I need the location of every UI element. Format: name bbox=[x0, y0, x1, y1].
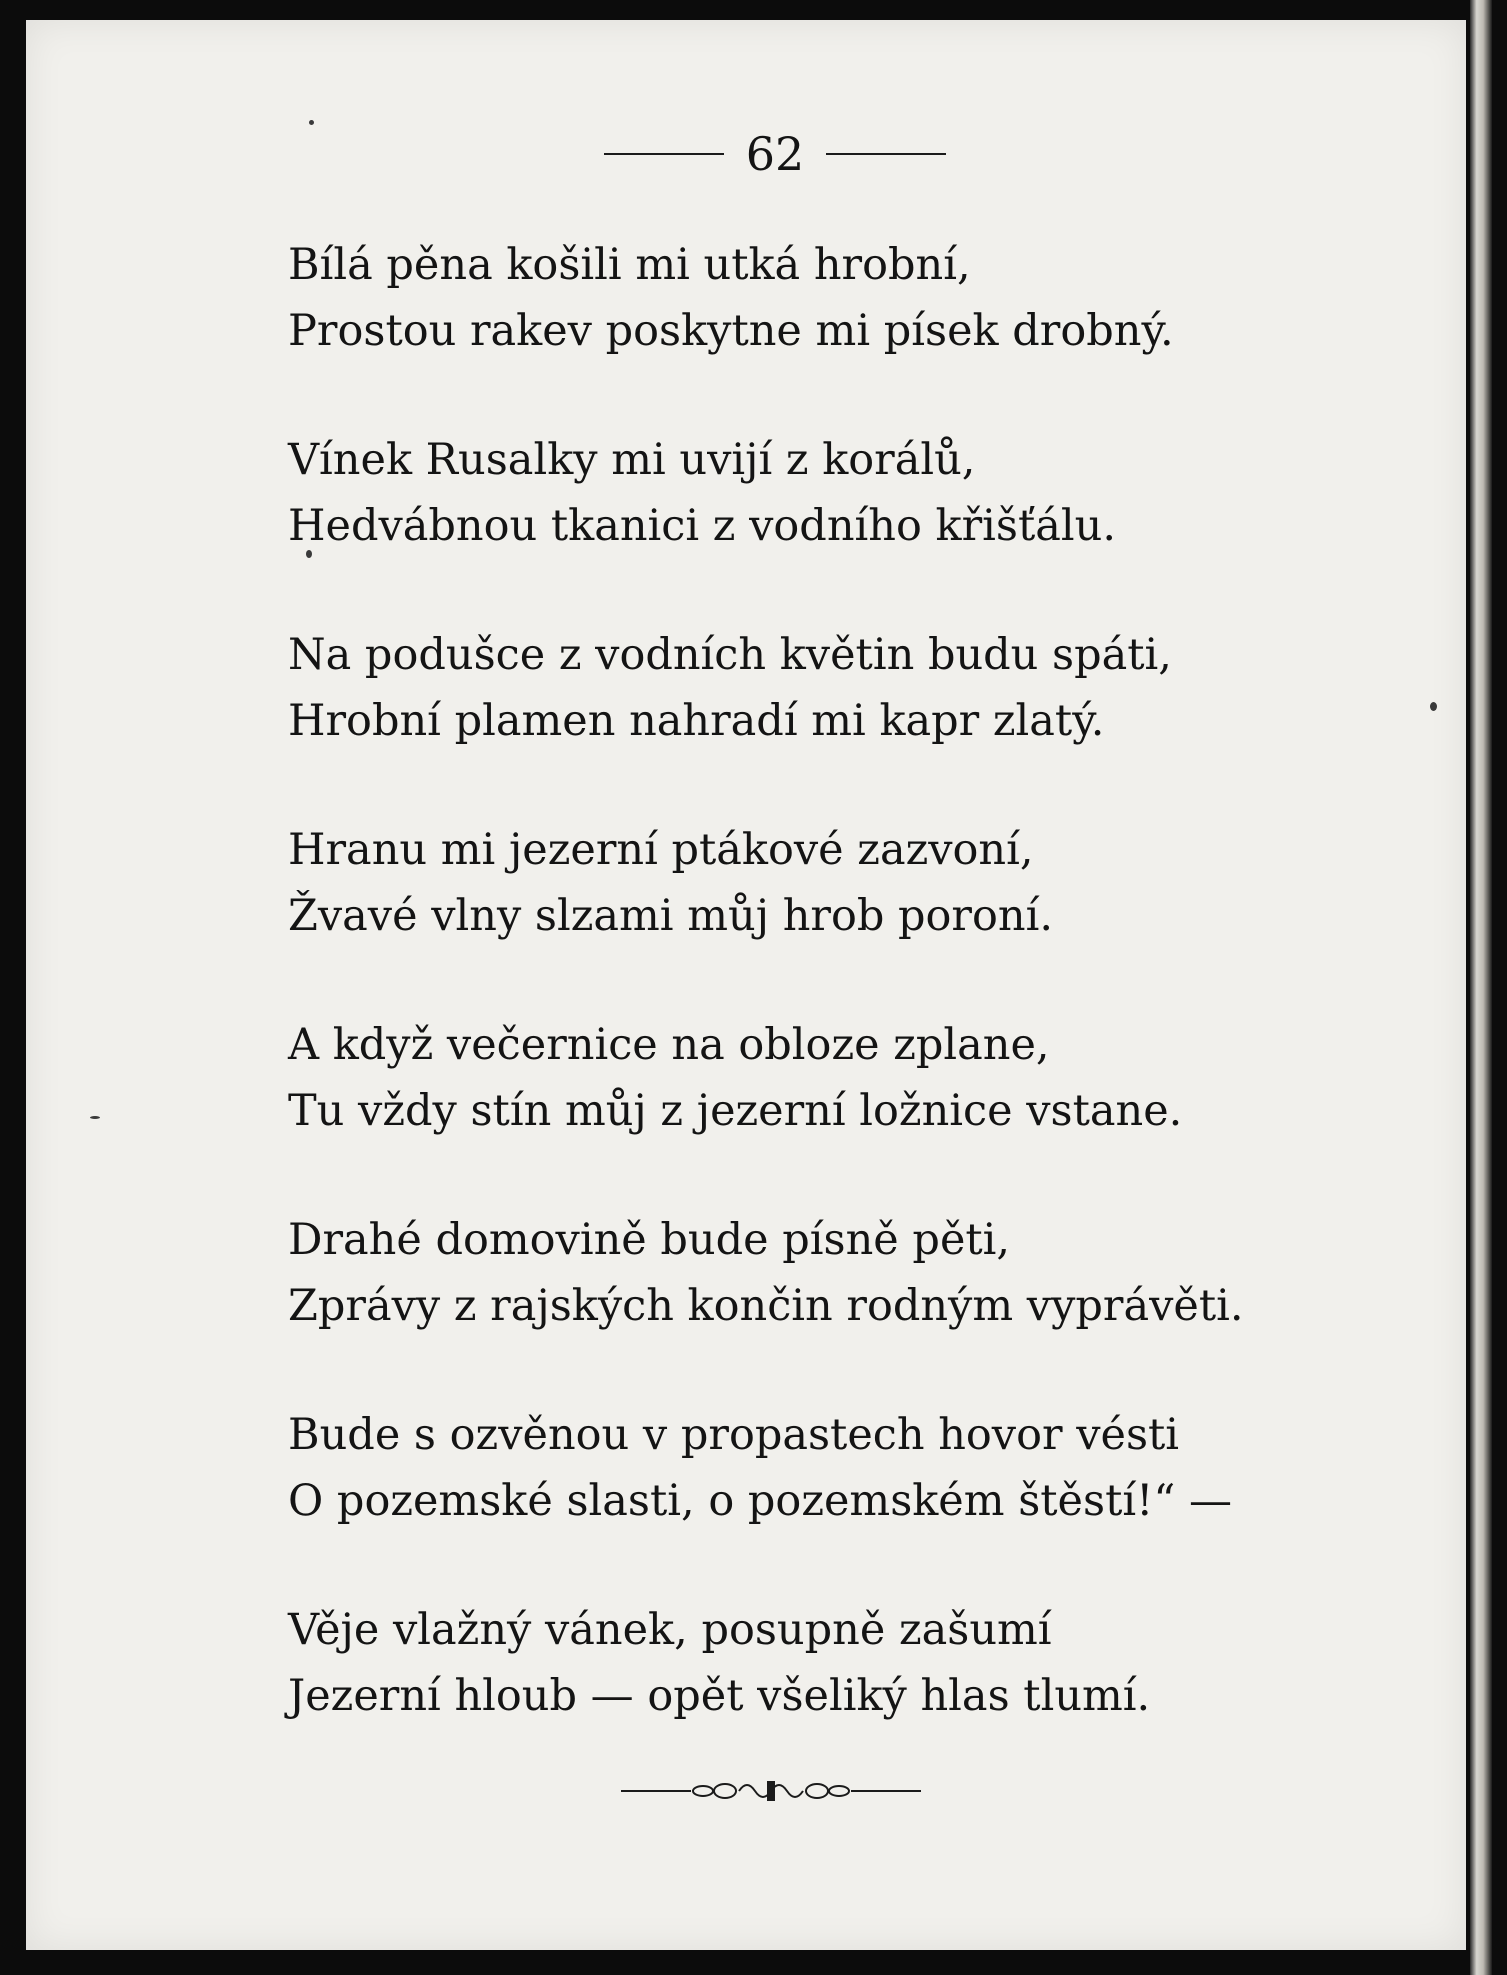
poem-line: Hranu mi jezerní ptákové zazvoní, bbox=[288, 825, 1034, 875]
poem-line: Bílá pěna košili mi utká hrobní, bbox=[288, 240, 971, 290]
book-page bbox=[26, 20, 1466, 1950]
end-ornament bbox=[26, 1776, 1466, 1806]
stanza bbox=[288, 427, 1468, 622]
stanza bbox=[288, 622, 1468, 817]
poem-line: A když večernice na obloze zplane, bbox=[288, 1020, 1050, 1070]
stanza bbox=[288, 817, 1468, 1012]
poem-line: Vínek Rusalky mi uvijí z korálů, bbox=[288, 435, 976, 485]
stanza bbox=[288, 1597, 1468, 1792]
page-edge bbox=[1470, 0, 1492, 1975]
poem-line: Hedvábnou tkanici z vodního křišťálu. bbox=[288, 501, 1116, 551]
poem-line: Na podušce z vodních květin budu spáti, bbox=[288, 630, 1172, 680]
header-rule-left bbox=[604, 153, 724, 155]
header-rule-right bbox=[826, 153, 946, 155]
stanza bbox=[288, 1402, 1468, 1597]
stanza bbox=[288, 232, 1468, 427]
poem-line: Zprávy z rajských končin rodným vyprávěti. bbox=[288, 1281, 1244, 1331]
ink-speck bbox=[90, 1116, 100, 1119]
poem bbox=[288, 232, 1468, 1792]
poem-line: Věje vlažný vánek, posupně zašumí bbox=[288, 1605, 1052, 1655]
poem-line: Jezerní hloub — opět všeliký hlas tlumí. bbox=[288, 1671, 1151, 1721]
poem-line: Žvavé vlny slzami můj hrob poroní. bbox=[288, 891, 1053, 941]
stanza bbox=[288, 1207, 1468, 1402]
decorative-flourish-icon bbox=[621, 1776, 921, 1806]
poem-line: Drahé domovině bude písně pěti, bbox=[288, 1215, 1011, 1265]
poem-line: Tu vždy stín můj z jezerní ložnice vstane. bbox=[288, 1086, 1183, 1136]
page-header bbox=[26, 124, 1466, 184]
stanza bbox=[288, 1012, 1468, 1207]
poem-line: Prostou rakev poskytne mi písek drobný. bbox=[288, 306, 1174, 356]
page-number: 62 bbox=[745, 127, 805, 181]
poem-line: Bude s ozvěnou v propastech hovor vésti bbox=[288, 1410, 1180, 1460]
poem-line: Hrobní plamen nahradí mi kapr zlatý. bbox=[288, 696, 1105, 746]
poem-line: O pozemské slasti, o pozemském štěstí!“ — bbox=[288, 1476, 1233, 1526]
